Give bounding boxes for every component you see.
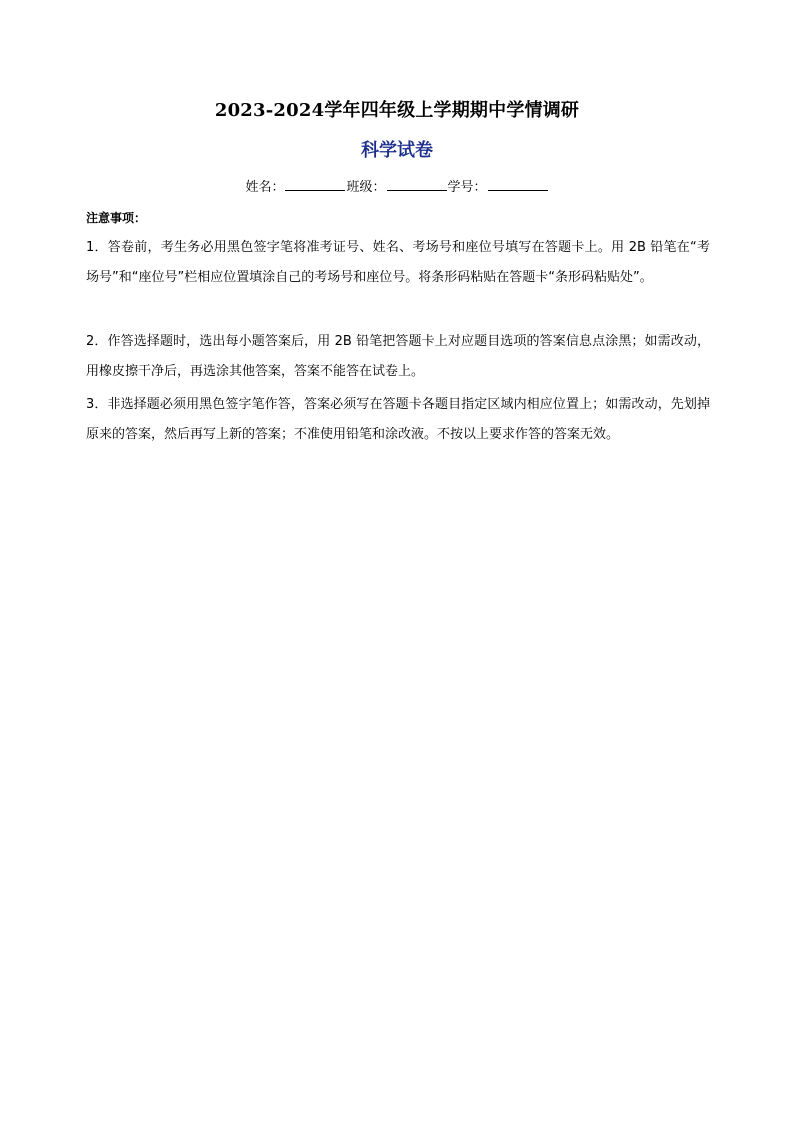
exam-title: 2023-2024学年四年级上学期期中学情调研 bbox=[214, 100, 580, 121]
number-label: 学号： bbox=[447, 180, 487, 195]
notice-item-3: 3．非选择题必须用黑色签字笔作答，答案必须写在答题卡各题目指定区域内相应位置上；如需改动，先划掉原来的答案，然后再写上新的答案；不准使用铅笔和涂改液。不按以上要求作答的答案无效。 bbox=[86, 397, 710, 442]
notice-heading: 注意事项： bbox=[86, 211, 147, 225]
exam-subtitle: 科学试卷 bbox=[361, 140, 433, 161]
class-blank[interactable] bbox=[387, 178, 447, 191]
name-blank[interactable] bbox=[285, 178, 345, 191]
name-label: 姓名： bbox=[245, 180, 285, 195]
notice-item-2: 2．作答选择题时，选出每小题答案后，用 2B 铅笔把答题卡上对应题目选项的答案信息点涂黑；如需改动，用橡皮擦干净后，再选涂其他答案，答案不能答在试卷上。 bbox=[86, 334, 710, 379]
student-info-line bbox=[0, 176, 794, 195]
number-blank[interactable] bbox=[488, 178, 548, 191]
class-label: 班级： bbox=[346, 180, 386, 195]
notice-item-1: 1．答卷前，考生务必用黑色签字笔将准考证号、姓名、考场号和座位号填写在答题卡上。用 2B 铅笔在“考场号”和“座位号”栏相应位置填涂自己的考场号和座位号。将条形码粘贴在答题卡“条形码粘贴处”。 bbox=[86, 240, 710, 285]
